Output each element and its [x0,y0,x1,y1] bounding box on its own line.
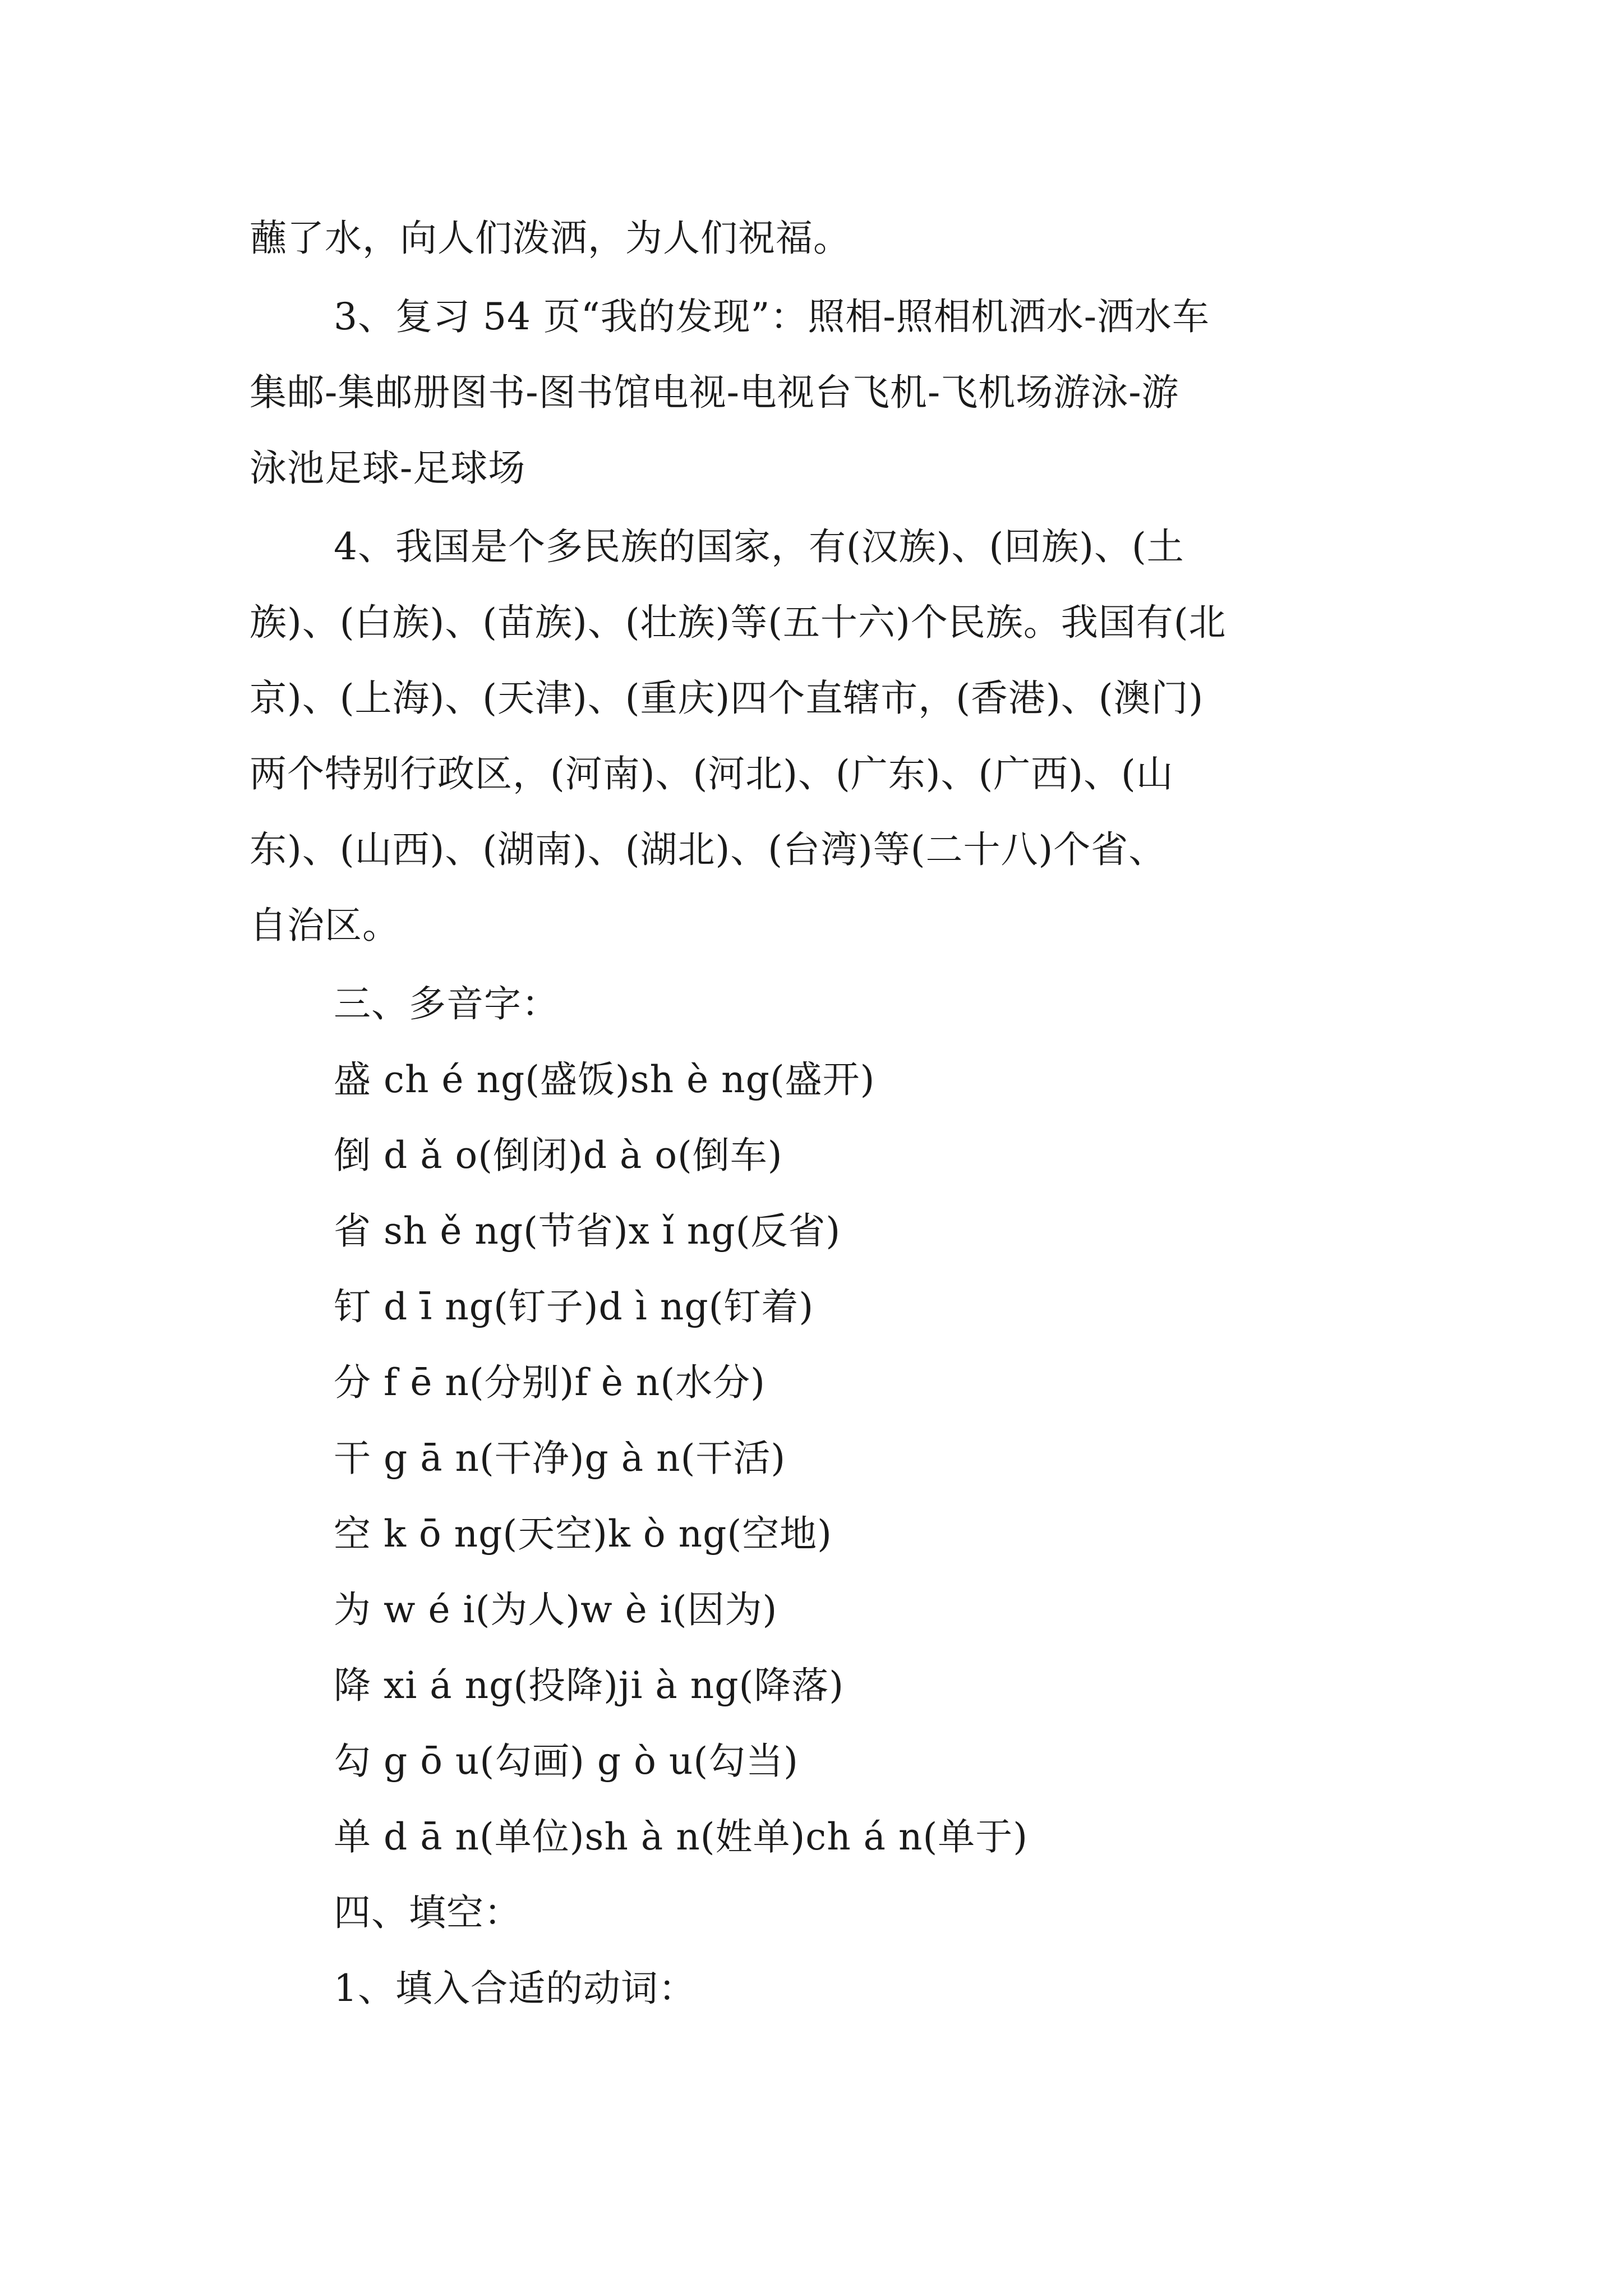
paragraph-line: 集邮-集邮册图书-图书馆电视-电视台飞机-飞机场游泳-游 [250,371,1179,414]
paragraph-line: 蘸了水，向人们泼洒，为人们祝福。 [250,217,851,260]
polyphone-item: 为 w é i(为人)w è i(因为) [334,1588,778,1631]
polyphone-item: 盛 ch é ng(盛饭)sh è ng(盛开) [334,1058,875,1101]
polyphone-item: 勾 g ō u(勾画) g ò u(勾当) [334,1740,799,1783]
polyphone-item: 空 k ō ng(天空)k ò ng(空地) [334,1512,832,1556]
paragraph-line: 族)、(白族)、(苗族)、(壮族)等(五十六)个民族。我国有(北 [250,601,1227,644]
paragraph-line: 自治区。 [250,904,400,947]
paragraph-line: 东)、(山西)、(湖南)、(湖北)、(台湾)等(二十八)个省、 [250,828,1166,871]
polyphone-item: 钉 d ī ng(钉子)d ì ng(钉着) [334,1285,814,1328]
polyphone-item: 干 g ā n(干净)g à n(干活) [334,1437,786,1480]
section-heading: 三、多音字： [334,982,559,1025]
paragraph-line: 京)、(上海)、(天津)、(重庆)四个直辖市，(香港)、(澳门) [250,677,1204,720]
polyphone-item: 分 f ē n(分别)f è n(水分) [334,1361,766,1404]
polyphone-item: 单 d ā n(单位)sh à n(姓单)ch á n(单于) [334,1815,1029,1858]
paragraph-line: 4、我国是个多民族的国家，有(汉族)、(回族)、(土 [334,525,1184,568]
paragraph-line: 两个特别行政区，(河南)、(河北)、(广东)、(广西)、(山 [250,752,1174,795]
polyphone-item: 倒 d ǎ o(倒闭)d à o(倒车) [334,1134,783,1177]
paragraph-line: 3、复习 54 页“我的发现”：照相-照相机洒水-洒水车 [334,295,1210,338]
polyphone-item: 省 sh ě ng(节省)x ǐ ng(反省) [334,1209,841,1253]
polyphone-item: 降 xi á ng(投降)ji à ng(降落) [334,1664,845,1707]
section-heading: 四、填空： [334,1891,522,1934]
fill-in-item: 1、填入合适的动词： [334,1967,696,2010]
paragraph-line: 泳池足球-足球场 [250,447,526,490]
